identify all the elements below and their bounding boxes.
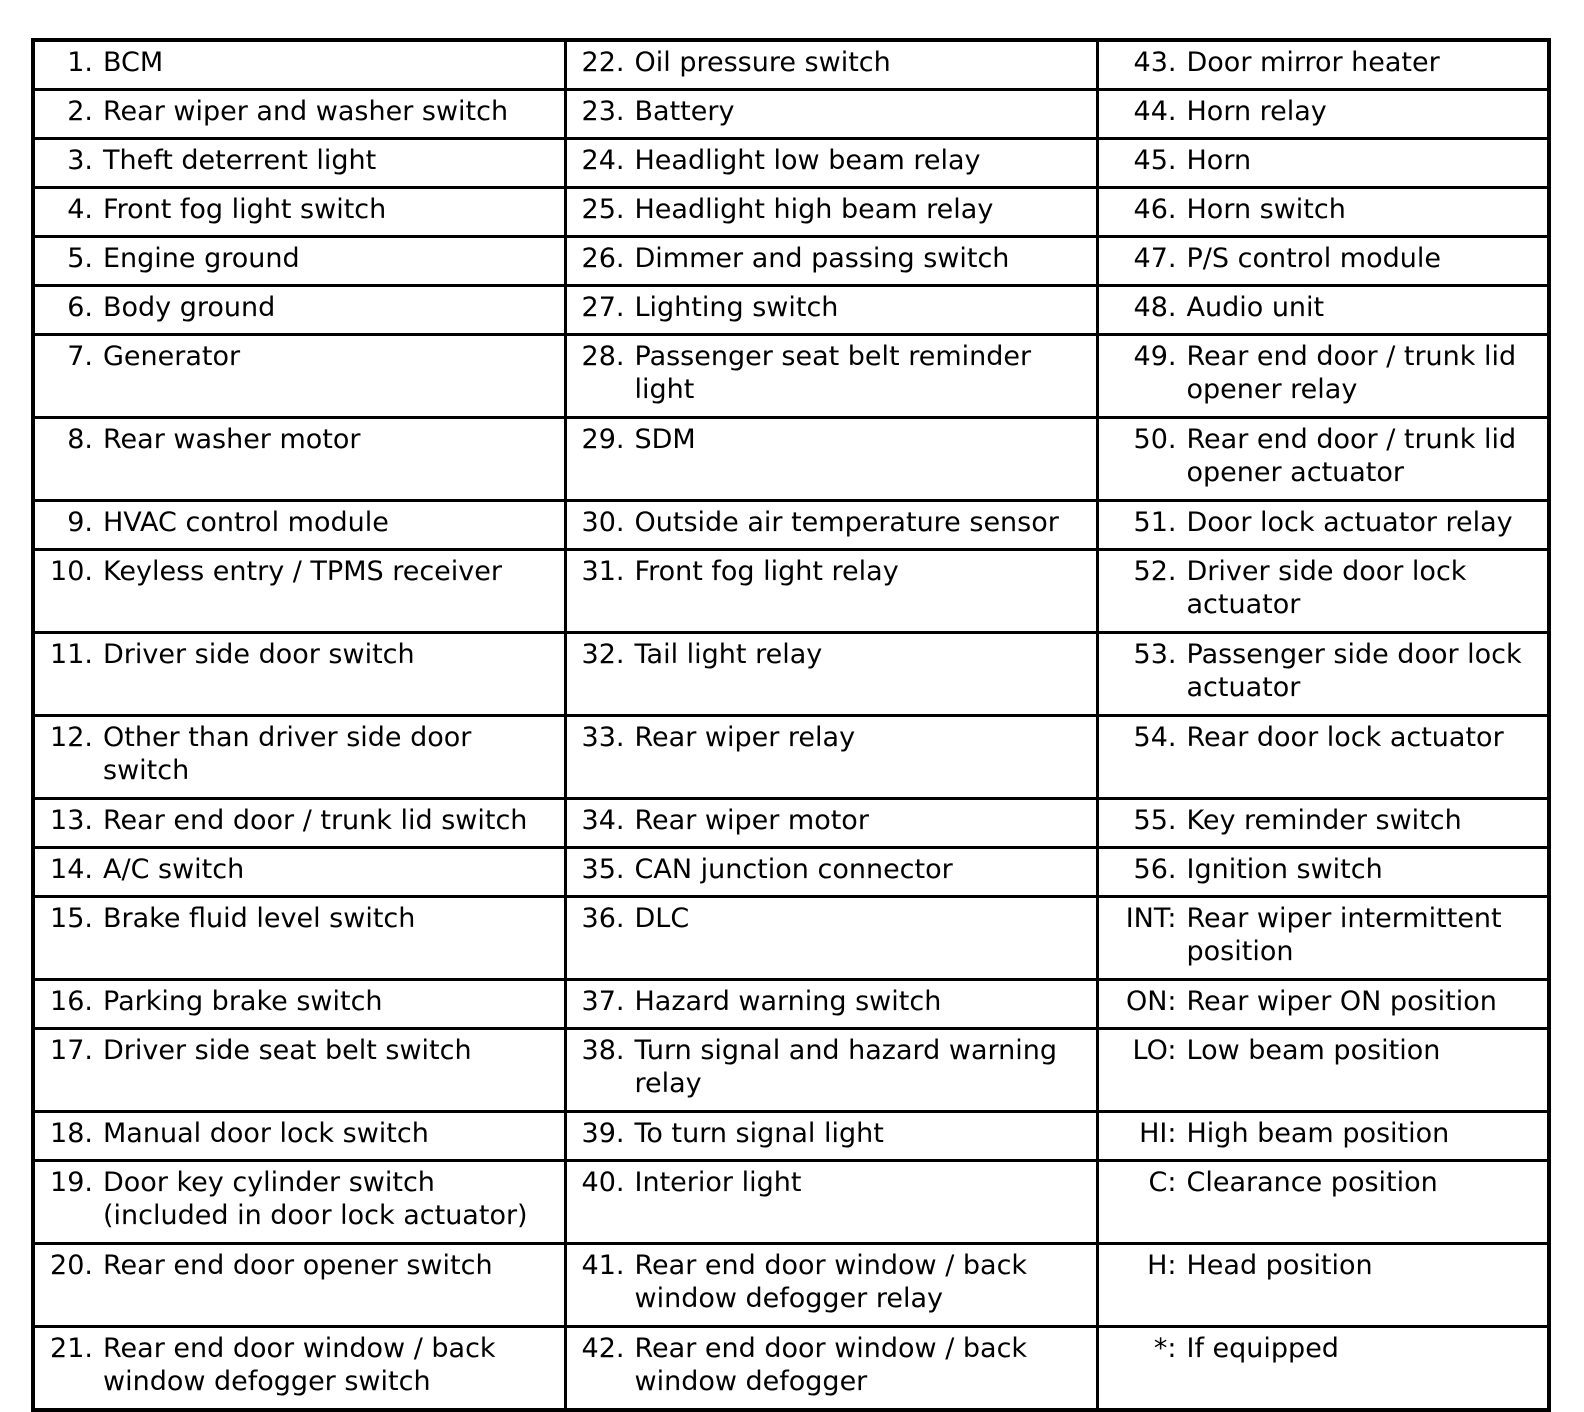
legend-cell — [565, 550, 1097, 633]
legend-item-label: A/C switch — [103, 854, 245, 885]
legend-cell — [33, 1112, 565, 1161]
legend-item-number: 6. — [67, 292, 93, 323]
legend-item-number: 27. — [581, 292, 625, 323]
legend-entry — [573, 46, 1090, 79]
legend-entry — [1105, 291, 1542, 324]
legend-entry — [1105, 1117, 1542, 1150]
legend-item-number: 39. — [581, 1118, 625, 1149]
legend-entry — [1105, 721, 1542, 754]
legend-item-label: Rear door lock actuator — [1186, 722, 1504, 753]
legend-entry — [41, 555, 558, 588]
legend-item-label: Lighting switch — [634, 292, 839, 323]
legend-item-label: Theft deterrent light — [103, 145, 377, 176]
legend-entry — [573, 340, 1090, 406]
legend-cell — [565, 335, 1097, 418]
legend-entry — [573, 555, 1090, 588]
legend-item-number: 13. — [50, 805, 93, 836]
legend-item-number: 19. — [50, 1167, 93, 1198]
legend-cell — [1097, 1244, 1549, 1327]
legend-item-number: 46. — [1133, 194, 1177, 225]
legend-entry — [41, 1166, 558, 1232]
legend-cell — [1097, 501, 1549, 550]
legend-cell — [565, 633, 1097, 716]
legend-item-number: 1. — [67, 47, 93, 78]
legend-cell — [565, 848, 1097, 897]
legend-entry — [41, 1332, 558, 1398]
legend-row — [33, 237, 1549, 286]
legend-cell — [565, 418, 1097, 501]
legend-item-number: 55. — [1133, 805, 1177, 836]
legend-entry — [1105, 1034, 1542, 1067]
legend-row — [33, 139, 1549, 188]
legend-item-number: 11. — [50, 639, 93, 670]
legend-cell — [33, 237, 565, 286]
legend-item-label: Horn — [1186, 145, 1252, 176]
legend-cell — [1097, 1029, 1549, 1112]
legend-cell — [33, 550, 565, 633]
legend-cell — [565, 980, 1097, 1029]
legend-entry — [41, 242, 558, 275]
legend-entry — [573, 1034, 1090, 1100]
legend-item-label: Door mirror heater — [1186, 47, 1440, 78]
legend-cell — [1097, 716, 1549, 799]
legend-item-label: Parking brake switch — [103, 986, 383, 1017]
legend-cell — [33, 799, 565, 848]
legend-entry — [573, 1166, 1090, 1199]
legend-item-number: 23. — [581, 96, 625, 127]
legend-cell — [565, 1112, 1097, 1161]
legend-entry — [41, 1249, 558, 1282]
legend-entry — [41, 1034, 558, 1067]
legend-cell — [565, 139, 1097, 188]
legend-item-label: Body ground — [103, 292, 276, 323]
legend-item-number: 35. — [581, 854, 625, 885]
legend-entry — [41, 46, 558, 79]
legend-cell — [33, 1029, 565, 1112]
legend-item-number: 24. — [581, 145, 625, 176]
legend-item-number: 31. — [581, 556, 625, 587]
legend-item-label: Headlight high beam relay — [634, 194, 994, 225]
legend-entry — [573, 144, 1090, 177]
legend-item-number: *: — [1153, 1333, 1177, 1364]
legend-cell — [33, 897, 565, 980]
legend-item-label: Rear end door window / back window defogger relay — [634, 1250, 1028, 1314]
legend-row — [33, 286, 1549, 335]
legend-entry — [573, 291, 1090, 324]
legend-item-number: 29. — [581, 424, 625, 455]
legend-entry — [41, 340, 558, 373]
legend-cell — [1097, 40, 1549, 90]
legend-cell — [1097, 188, 1549, 237]
legend-item-number: 17. — [50, 1035, 93, 1066]
legend-entry — [1105, 804, 1542, 837]
legend-item-label: Outside air temperature sensor — [634, 507, 1059, 538]
legend-item-number: 43. — [1133, 47, 1177, 78]
legend-row — [33, 848, 1549, 897]
legend-entry — [1105, 242, 1542, 275]
legend-item-label: Hazard warning switch — [634, 986, 942, 1017]
legend-entry — [573, 638, 1090, 671]
legend-item-number: 4. — [67, 194, 93, 225]
legend-row — [33, 418, 1549, 501]
legend-entry — [1105, 340, 1542, 406]
legend-cell — [565, 1244, 1097, 1327]
legend-item-number: 50. — [1133, 424, 1177, 455]
legend-item-number: 12. — [50, 722, 93, 753]
legend-item-label: Horn switch — [1186, 194, 1346, 225]
legend-row — [33, 716, 1549, 799]
legend-entry — [41, 95, 558, 128]
legend-row — [33, 550, 1549, 633]
legend-entry — [1105, 423, 1542, 489]
legend-entry — [1105, 506, 1542, 539]
legend-cell — [1097, 633, 1549, 716]
legend-entry — [573, 1117, 1090, 1150]
legend-item-label: Key reminder switch — [1186, 805, 1462, 836]
legend-entry — [41, 423, 558, 456]
legend-cell — [565, 90, 1097, 139]
legend-entry — [573, 902, 1090, 935]
legend-cell — [33, 1161, 565, 1244]
legend-item-number: 52. — [1133, 556, 1177, 587]
legend-item-label: Rear end door window / back window defogger switch — [103, 1333, 496, 1397]
legend-item-label: Rear end door opener switch — [103, 1250, 493, 1281]
legend-entry — [41, 721, 558, 787]
legend-entry — [573, 853, 1090, 886]
legend-cell — [565, 40, 1097, 90]
legend-entry — [41, 638, 558, 671]
legend-entry — [573, 242, 1090, 275]
legend-cell — [1097, 1161, 1549, 1244]
legend-entry — [41, 144, 558, 177]
legend-cell — [1097, 980, 1549, 1029]
legend-cell — [1097, 1327, 1549, 1411]
legend-item-label: Dimmer and passing switch — [634, 243, 1010, 274]
legend-item-label: Door lock actuator relay — [1186, 507, 1513, 538]
legend-item-label: Oil pressure switch — [634, 47, 891, 78]
legend-cell — [565, 237, 1097, 286]
legend-cell — [1097, 1112, 1549, 1161]
legend-cell — [33, 335, 565, 418]
legend-item-number: 15. — [50, 903, 93, 934]
legend-entry — [41, 193, 558, 226]
legend-item-label: Engine ground — [103, 243, 300, 274]
legend-item-number: 53. — [1133, 639, 1177, 670]
legend-entry — [41, 804, 558, 837]
legend-entry — [1105, 144, 1542, 177]
legend-item-label: Brake fluid level switch — [103, 903, 416, 934]
legend-item-label: Driver side door lock actuator — [1186, 556, 1467, 620]
legend-cell — [1097, 799, 1549, 848]
legend-item-number: 7. — [67, 341, 93, 372]
legend-item-number: 14. — [50, 854, 93, 885]
legend-cell — [33, 418, 565, 501]
legend-entry — [1105, 1166, 1542, 1199]
legend-item-label: Rear end door / trunk lid switch — [103, 805, 528, 836]
legend-item-number: 9. — [67, 507, 93, 538]
legend-item-label: Interior light — [634, 1167, 802, 1198]
legend-cell — [33, 40, 565, 90]
legend-item-label: Rear end door / trunk lid opener relay — [1186, 341, 1517, 405]
legend-row — [33, 897, 1549, 980]
legend-cell — [565, 286, 1097, 335]
legend-entry — [1105, 1249, 1542, 1282]
legend-item-label: Rear wiper ON position — [1186, 986, 1497, 1017]
legend-row — [33, 1029, 1549, 1112]
legend-item-label: DLC — [634, 903, 690, 934]
legend-item-number: 36. — [581, 903, 625, 934]
legend-item-label: Other than driver side door switch — [103, 722, 472, 786]
legend-row — [33, 40, 1549, 90]
legend-item-number: 18. — [50, 1118, 93, 1149]
legend-entry — [1105, 46, 1542, 79]
legend-item-number: 40. — [581, 1167, 625, 1198]
legend-item-label: CAN junction connector — [634, 854, 953, 885]
legend-item-label: Battery — [634, 96, 735, 127]
legend-entry — [41, 902, 558, 935]
legend-item-label: P/S control module — [1186, 243, 1441, 274]
legend-row — [33, 335, 1549, 418]
legend-item-number: 33. — [581, 722, 625, 753]
legend-cell — [33, 90, 565, 139]
legend-cell — [33, 716, 565, 799]
legend-item-number: 30. — [581, 507, 625, 538]
legend-item-number: 8. — [67, 424, 93, 455]
legend-item-label: Tail light relay — [634, 639, 823, 670]
legend-item-number: 32. — [581, 639, 625, 670]
legend-item-number: 49. — [1133, 341, 1177, 372]
legend-cell — [1097, 550, 1549, 633]
legend-cell — [1097, 90, 1549, 139]
legend-item-number: 56. — [1133, 854, 1177, 885]
legend-cell — [565, 897, 1097, 980]
legend-item-number: 10. — [50, 556, 93, 587]
legend-row — [33, 188, 1549, 237]
legend-row — [33, 1161, 1549, 1244]
legend-item-number: 54. — [1133, 722, 1177, 753]
legend-entry — [41, 506, 558, 539]
legend-item-label: High beam position — [1186, 1118, 1450, 1149]
legend-item-label: To turn signal light — [634, 1118, 884, 1149]
legend-item-number: 2. — [67, 96, 93, 127]
legend-item-label: HVAC control module — [103, 507, 389, 538]
legend-row — [33, 1244, 1549, 1327]
legend-item-number: 25. — [581, 194, 625, 225]
legend-item-number: C: — [1148, 1167, 1177, 1198]
legend-item-number: 38. — [581, 1035, 625, 1066]
legend-cell — [565, 188, 1097, 237]
legend-item-number: 48. — [1133, 292, 1177, 323]
legend-cell — [565, 501, 1097, 550]
legend-cell — [33, 1327, 565, 1411]
legend-item-label: Rear wiper and washer switch — [103, 96, 509, 127]
legend-item-label: Headlight low beam relay — [634, 145, 981, 176]
legend-item-label: Driver side door switch — [103, 639, 415, 670]
legend-row — [33, 1112, 1549, 1161]
legend-entry — [573, 95, 1090, 128]
legend-item-label: Keyless entry / TPMS receiver — [103, 556, 502, 587]
legend-body — [33, 40, 1549, 1410]
legend-item-number: H: — [1147, 1250, 1177, 1281]
legend-item-label: Clearance position — [1186, 1167, 1438, 1198]
legend-item-label: Door key cylinder switch (included in door lock actuator) — [103, 1167, 528, 1231]
legend-item-label: Passenger seat belt reminder light — [634, 341, 1032, 405]
legend-row — [33, 799, 1549, 848]
legend-entry — [573, 506, 1090, 539]
legend-entry — [573, 804, 1090, 837]
legend-item-number: HI: — [1139, 1118, 1177, 1149]
legend-item-number: 28. — [581, 341, 625, 372]
legend-item-number: 16. — [50, 986, 93, 1017]
legend-cell — [1097, 335, 1549, 418]
legend-entry — [1105, 1332, 1542, 1365]
legend-cell — [565, 1029, 1097, 1112]
legend-row — [33, 1327, 1549, 1411]
legend-cell — [565, 716, 1097, 799]
legend-row — [33, 501, 1549, 550]
legend-cell — [1097, 897, 1549, 980]
legend-row — [33, 90, 1549, 139]
legend-item-label: Low beam position — [1186, 1035, 1441, 1066]
legend-item-label: Passenger side door lock actuator — [1186, 639, 1522, 703]
legend-item-number: 3. — [67, 145, 93, 176]
legend-row — [33, 633, 1549, 716]
legend-item-label: Turn signal and hazard warning relay — [634, 1035, 1057, 1099]
legend-entry — [573, 193, 1090, 226]
legend-entry — [1105, 555, 1542, 621]
legend-item-number: 45. — [1133, 145, 1177, 176]
legend-item-label: If equipped — [1186, 1333, 1339, 1364]
legend-item-number: 26. — [581, 243, 625, 274]
legend-entry — [1105, 638, 1542, 704]
legend-item-label: Rear wiper relay — [634, 722, 856, 753]
legend-entry — [41, 853, 558, 886]
legend-cell — [565, 1327, 1097, 1411]
legend-entry — [573, 721, 1090, 754]
legend-item-label: Audio unit — [1186, 292, 1325, 323]
legend-entry — [573, 423, 1090, 456]
legend-entry — [573, 985, 1090, 1018]
legend-entry — [573, 1249, 1090, 1315]
legend-item-number: 21. — [50, 1333, 93, 1364]
legend-item-label: Rear end door / trunk lid opener actuator — [1186, 424, 1517, 488]
legend-entry — [1105, 853, 1542, 886]
legend-item-label: Rear wiper motor — [634, 805, 869, 836]
legend-item-number: 37. — [581, 986, 625, 1017]
legend-item-label: Rear end door window / back window defogger — [634, 1333, 1028, 1397]
legend-cell — [565, 1161, 1097, 1244]
wiring-legend-table — [31, 38, 1551, 1412]
legend-entry — [1105, 985, 1542, 1018]
legend-item-number: INT: — [1125, 903, 1177, 934]
legend-item-label: Manual door lock switch — [103, 1118, 429, 1149]
legend-cell — [33, 286, 565, 335]
legend-cell — [33, 980, 565, 1029]
legend-cell — [565, 799, 1097, 848]
legend-item-number: 47. — [1133, 243, 1177, 274]
legend-item-number: 34. — [581, 805, 625, 836]
legend-entry — [41, 1117, 558, 1150]
legend-item-label: SDM — [634, 424, 696, 455]
legend-item-number: 41. — [581, 1250, 625, 1281]
legend-cell — [1097, 237, 1549, 286]
legend-cell — [33, 501, 565, 550]
legend-item-number: 42. — [581, 1333, 625, 1364]
legend-item-label: Generator — [103, 341, 241, 372]
legend-item-label: Driver side seat belt switch — [103, 1035, 472, 1066]
legend-item-number: 22. — [581, 47, 625, 78]
legend-entry — [41, 291, 558, 324]
legend-item-number: 44. — [1133, 96, 1177, 127]
legend-item-label: Head position — [1186, 1250, 1373, 1281]
legend-cell — [1097, 139, 1549, 188]
legend-item-label: Rear wiper intermittent position — [1186, 903, 1502, 967]
legend-entry — [1105, 902, 1542, 968]
legend-item-label: Front fog light switch — [103, 194, 387, 225]
legend-item-label: BCM — [103, 47, 164, 78]
legend-entry — [1105, 193, 1542, 226]
legend-item-number: ON: — [1125, 986, 1177, 1017]
legend-item-number: 5. — [67, 243, 93, 274]
legend-entry — [1105, 95, 1542, 128]
legend-cell — [33, 139, 565, 188]
legend-item-number: LO: — [1132, 1035, 1177, 1066]
legend-cell — [1097, 848, 1549, 897]
legend-cell — [33, 633, 565, 716]
legend-entry — [573, 1332, 1090, 1398]
legend-cell — [33, 848, 565, 897]
legend-item-label: Front fog light relay — [634, 556, 899, 587]
legend-cell — [1097, 286, 1549, 335]
legend-cell — [33, 188, 565, 237]
legend-item-label: Ignition switch — [1186, 854, 1383, 885]
legend-item-label: Rear washer motor — [103, 424, 361, 455]
legend-item-number: 51. — [1133, 507, 1177, 538]
legend-entry — [41, 985, 558, 1018]
legend-row — [33, 980, 1549, 1029]
legend-item-number: 20. — [50, 1250, 93, 1281]
legend-cell — [33, 1244, 565, 1327]
legend-item-label: Horn relay — [1186, 96, 1327, 127]
legend-cell — [1097, 418, 1549, 501]
